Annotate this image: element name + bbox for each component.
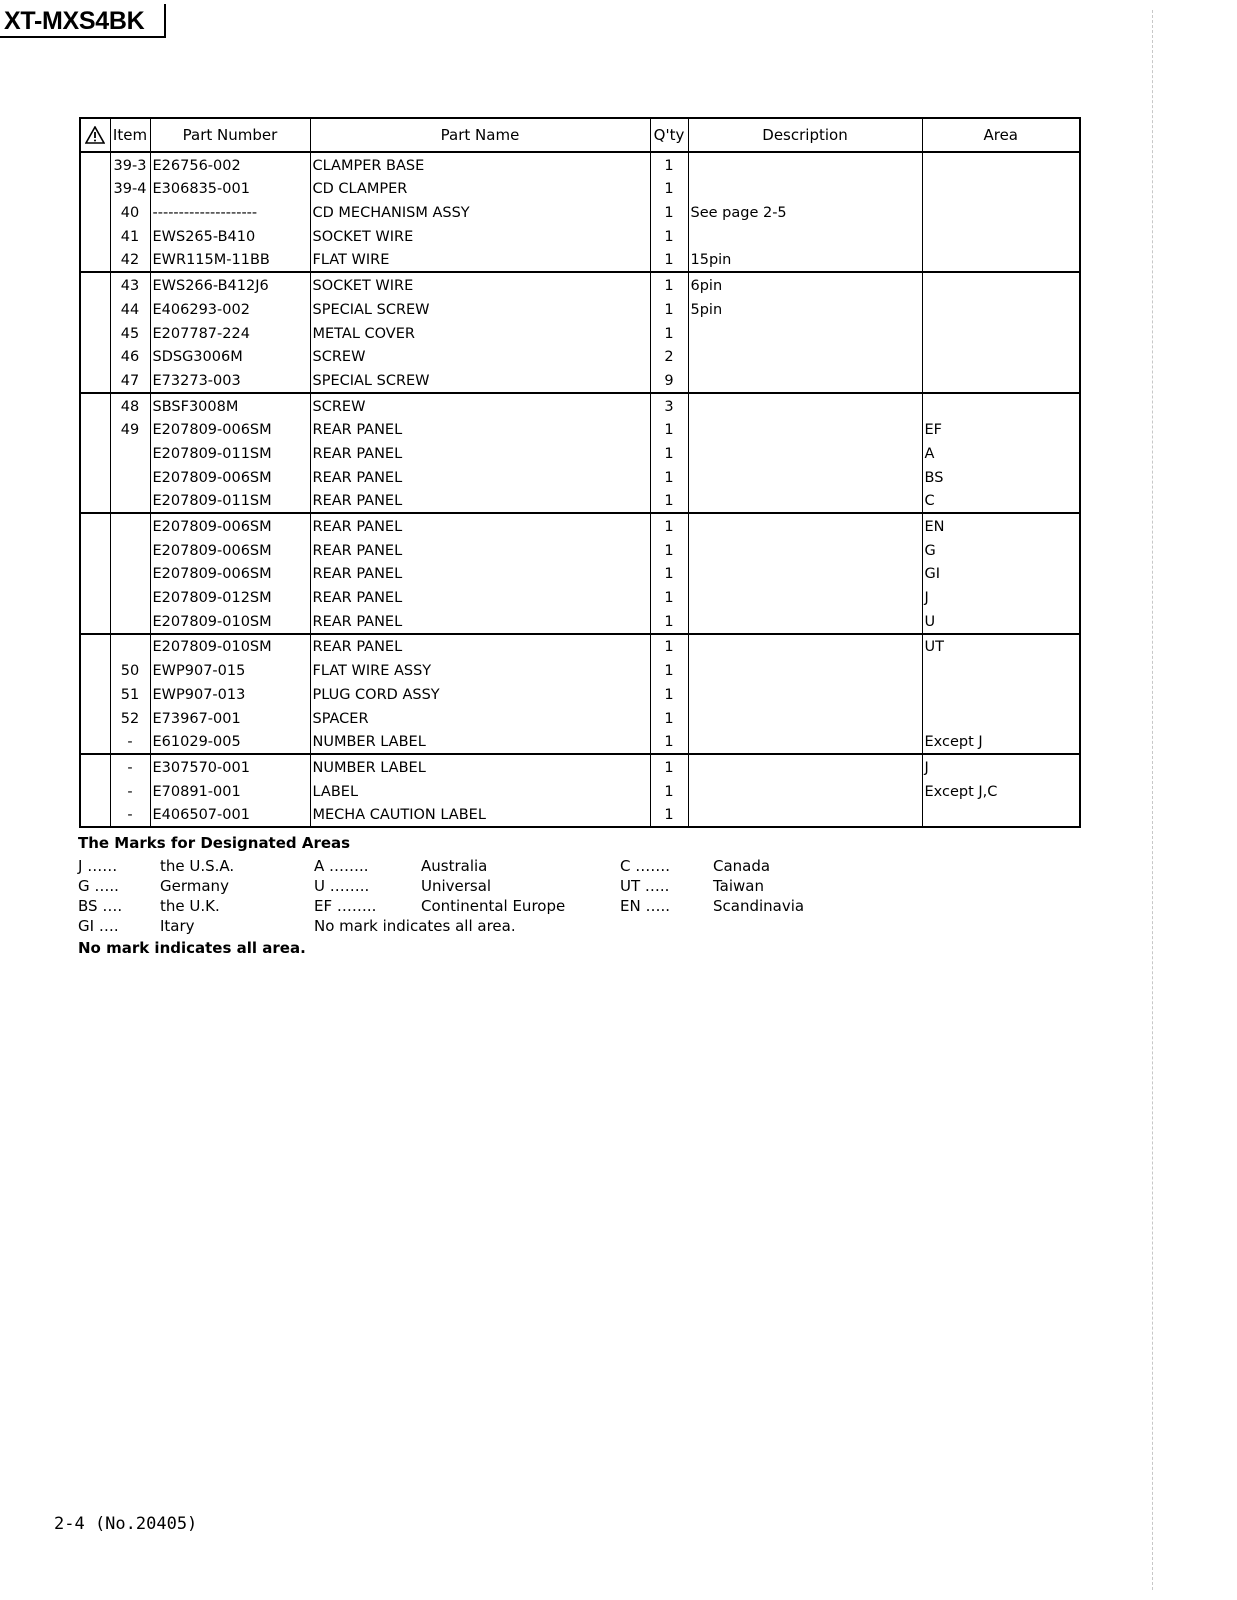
item-cell [110, 562, 150, 586]
qty-cell: 1 [650, 272, 688, 297]
qty-cell: 1 [650, 803, 688, 828]
part-number-cell: E70891-001 [150, 779, 310, 803]
part-number-cell: SBSF3008M [150, 393, 310, 418]
part-number-cell: -------------------- [150, 200, 310, 224]
area-cell: J [922, 585, 1080, 609]
warning-cell [80, 754, 110, 779]
area-mark-name: the U.S.A. [160, 857, 235, 875]
table-row [80, 418, 1080, 442]
area-cell: G [922, 538, 1080, 562]
warning-cell [80, 465, 110, 489]
part-name-column-header: Part Name [310, 118, 650, 152]
item-cell: 47 [110, 368, 150, 393]
qty-cell: 1 [650, 634, 688, 659]
warning-cell [80, 177, 110, 201]
item-cell: 39-3 [110, 152, 150, 177]
part-name-cell: SPECIAL SCREW [310, 368, 650, 393]
table-row [80, 634, 1080, 659]
table-row [80, 393, 1080, 418]
item-cell: - [110, 730, 150, 755]
warning-cell [80, 272, 110, 297]
table-row [80, 465, 1080, 489]
parts-table-body [80, 152, 1080, 827]
table-row [80, 368, 1080, 393]
description-cell [688, 177, 922, 201]
warning-cell [80, 152, 110, 177]
item-cell [110, 465, 150, 489]
part-name-cell: REAR PANEL [310, 562, 650, 586]
area-cell: J [922, 754, 1080, 779]
warning-cell [80, 345, 110, 369]
area-cell [922, 368, 1080, 393]
area-mark-code: UT ….. [620, 877, 670, 895]
part-name-cell: REAR PANEL [310, 465, 650, 489]
area-cell: Except J,C [922, 779, 1080, 803]
part-number-cell: E207787-224 [150, 321, 310, 345]
qty-cell: 1 [650, 248, 688, 273]
description-cell [688, 754, 922, 779]
item-cell [110, 513, 150, 538]
part-name-cell: REAR PANEL [310, 634, 650, 659]
part-number-cell: E73967-001 [150, 706, 310, 730]
table-row [80, 152, 1080, 177]
qty-cell: 1 [650, 321, 688, 345]
area-mark-code: BS …. [78, 897, 123, 915]
item-cell: 44 [110, 297, 150, 321]
table-row [80, 562, 1080, 586]
table-row [80, 200, 1080, 224]
warning-cell [80, 706, 110, 730]
part-number-cell: SDSG3006M [150, 345, 310, 369]
description-cell [688, 682, 922, 706]
marks-footer-note: No mark indicates all area. [78, 939, 306, 957]
page-edge-line [1152, 10, 1153, 1590]
area-mark-name: Taiwan [713, 877, 765, 895]
area-mark-code: U …….. [314, 877, 370, 895]
warning-cell [80, 248, 110, 273]
description-cell [688, 730, 922, 755]
item-cell: 46 [110, 345, 150, 369]
part-number-column-header: Part Number [150, 118, 310, 152]
qty-cell: 1 [650, 418, 688, 442]
area-cell [922, 272, 1080, 297]
area-cell [922, 658, 1080, 682]
description-cell [688, 321, 922, 345]
part-number-cell: E207809-006SM [150, 562, 310, 586]
qty-cell: 1 [650, 779, 688, 803]
part-name-cell: REAR PANEL [310, 489, 650, 514]
part-name-cell: SOCKET WIRE [310, 224, 650, 248]
marks-list [78, 856, 805, 936]
area-mark-code: G ….. [78, 877, 119, 895]
area-cell: U [922, 609, 1080, 634]
model-title: XT-MXS4BK [0, 4, 166, 38]
description-cell [688, 345, 922, 369]
description-cell [688, 562, 922, 586]
description-cell [688, 803, 922, 828]
warning-cell [80, 393, 110, 418]
part-number-cell: EWR115M-11BB [150, 248, 310, 273]
area-mark-name: Canada [713, 857, 771, 875]
table-header-row [80, 118, 1080, 152]
part-name-cell: REAR PANEL [310, 538, 650, 562]
table-row [80, 441, 1080, 465]
area-cell [922, 803, 1080, 828]
warning-cell [80, 682, 110, 706]
part-name-cell: NUMBER LABEL [310, 754, 650, 779]
area-cell: BS [922, 465, 1080, 489]
item-cell: 49 [110, 418, 150, 442]
part-number-cell: E406293-002 [150, 297, 310, 321]
description-cell [688, 634, 922, 659]
area-cell: EN [922, 513, 1080, 538]
item-cell: 41 [110, 224, 150, 248]
item-cell: 43 [110, 272, 150, 297]
part-number-cell: E207809-006SM [150, 465, 310, 489]
area-mark-code: EN ….. [620, 897, 671, 915]
table-row [80, 489, 1080, 514]
item-cell: 50 [110, 658, 150, 682]
item-column-header: Item [110, 118, 150, 152]
warning-triangle-icon [85, 126, 105, 144]
table-row [80, 297, 1080, 321]
area-mark-code: No mark indicates all area. [314, 917, 516, 935]
qty-cell: 1 [650, 538, 688, 562]
part-name-cell: LABEL [310, 779, 650, 803]
table-row [80, 585, 1080, 609]
qty-cell: 1 [650, 224, 688, 248]
part-name-cell: SCREW [310, 345, 650, 369]
qty-cell: 1 [650, 562, 688, 586]
description-cell [688, 513, 922, 538]
part-number-cell: E73273-003 [150, 368, 310, 393]
part-name-cell: NUMBER LABEL [310, 730, 650, 755]
table-row [80, 224, 1080, 248]
part-name-cell: CLAMPER BASE [310, 152, 650, 177]
item-cell: 48 [110, 393, 150, 418]
warning-cell [80, 441, 110, 465]
area-mark-name: Continental Europe [421, 897, 566, 915]
table-row [80, 658, 1080, 682]
table-row [80, 803, 1080, 828]
area-cell [922, 224, 1080, 248]
description-cell: 15pin [688, 248, 922, 273]
qty-column-header: Q'ty [650, 118, 688, 152]
area-mark-code: C ……. [620, 857, 671, 875]
description-cell [688, 585, 922, 609]
description-cell [688, 224, 922, 248]
part-name-cell: REAR PANEL [310, 585, 650, 609]
marks-row [78, 876, 765, 896]
item-cell [110, 538, 150, 562]
warning-cell [80, 513, 110, 538]
qty-cell: 1 [650, 441, 688, 465]
warning-cell [80, 418, 110, 442]
description-column-header: Description [688, 118, 922, 152]
item-cell [110, 609, 150, 634]
item-cell: 40 [110, 200, 150, 224]
description-cell [688, 706, 922, 730]
part-name-cell: CD CLAMPER [310, 177, 650, 201]
part-number-cell: E207809-010SM [150, 609, 310, 634]
area-mark-name: the U.K. [160, 897, 220, 915]
area-mark-name: Australia [421, 857, 488, 875]
area-mark-name: Scandinavia [713, 897, 805, 915]
part-number-cell: E207809-010SM [150, 634, 310, 659]
part-number-cell: EWP907-015 [150, 658, 310, 682]
area-cell: A [922, 441, 1080, 465]
part-name-cell: SPACER [310, 706, 650, 730]
area-cell [922, 321, 1080, 345]
qty-cell: 9 [650, 368, 688, 393]
table-row [80, 272, 1080, 297]
area-cell: GI [922, 562, 1080, 586]
part-number-cell: EWS266-B412J6 [150, 272, 310, 297]
part-name-cell: SOCKET WIRE [310, 272, 650, 297]
part-name-cell: FLAT WIRE ASSY [310, 658, 650, 682]
warning-cell [80, 658, 110, 682]
page-number: 2-4 (No.20405) [54, 1514, 198, 1534]
area-cell [922, 248, 1080, 273]
qty-cell: 1 [650, 152, 688, 177]
qty-cell: 1 [650, 754, 688, 779]
description-cell [688, 609, 922, 634]
description-cell: See page 2-5 [688, 200, 922, 224]
part-number-cell: EWP907-013 [150, 682, 310, 706]
warning-cell [80, 489, 110, 514]
area-cell [922, 152, 1080, 177]
description-cell [688, 658, 922, 682]
qty-cell: 1 [650, 297, 688, 321]
part-number-cell: E207809-012SM [150, 585, 310, 609]
part-number-cell: E207809-011SM [150, 489, 310, 514]
part-number-cell: E26756-002 [150, 152, 310, 177]
table-row [80, 248, 1080, 273]
part-name-cell: REAR PANEL [310, 609, 650, 634]
qty-cell: 1 [650, 585, 688, 609]
description-cell: 6pin [688, 272, 922, 297]
part-number-cell: E307570-001 [150, 754, 310, 779]
qty-cell: 1 [650, 200, 688, 224]
marks-title: The Marks for Designated Areas [78, 834, 351, 852]
qty-cell: 1 [650, 658, 688, 682]
qty-cell: 3 [650, 393, 688, 418]
warning-cell [80, 585, 110, 609]
part-number-cell: E207809-006SM [150, 418, 310, 442]
designated-area-marks [78, 830, 805, 960]
warning-cell [80, 538, 110, 562]
qty-cell: 1 [650, 489, 688, 514]
area-cell: UT [922, 634, 1080, 659]
qty-cell: 1 [650, 609, 688, 634]
part-number-cell: E207809-006SM [150, 513, 310, 538]
area-cell [922, 177, 1080, 201]
description-cell [688, 441, 922, 465]
qty-cell: 1 [650, 513, 688, 538]
table-row [80, 706, 1080, 730]
part-number-cell: EWS265-B410 [150, 224, 310, 248]
part-number-cell: E207809-006SM [150, 538, 310, 562]
marks-row [78, 856, 771, 876]
warning-cell [80, 634, 110, 659]
table-row [80, 754, 1080, 779]
part-name-cell: REAR PANEL [310, 418, 650, 442]
part-name-cell: CD MECHANISM ASSY [310, 200, 650, 224]
area-mark-name: Itary [160, 917, 195, 935]
part-name-cell: REAR PANEL [310, 441, 650, 465]
item-cell: - [110, 754, 150, 779]
area-mark-code: GI …. [78, 917, 119, 935]
warning-cell [80, 200, 110, 224]
part-name-cell: MECHA CAUTION LABEL [310, 803, 650, 828]
item-cell: 45 [110, 321, 150, 345]
item-cell: - [110, 803, 150, 828]
table-row [80, 177, 1080, 201]
item-cell [110, 489, 150, 514]
description-cell [688, 418, 922, 442]
area-cell: Except J [922, 730, 1080, 755]
warning-cell [80, 297, 110, 321]
part-number-cell: E207809-011SM [150, 441, 310, 465]
description-cell [688, 152, 922, 177]
part-name-cell: SPECIAL SCREW [310, 297, 650, 321]
table-row [80, 538, 1080, 562]
table-row [80, 321, 1080, 345]
part-name-cell: METAL COVER [310, 321, 650, 345]
area-mark-code: A …….. [314, 857, 369, 875]
area-column-header: Area [922, 118, 1080, 152]
description-cell [688, 779, 922, 803]
qty-cell: 1 [650, 706, 688, 730]
item-cell: 52 [110, 706, 150, 730]
description-cell [688, 368, 922, 393]
item-cell: 42 [110, 248, 150, 273]
table-row [80, 513, 1080, 538]
warning-cell [80, 779, 110, 803]
table-row [80, 730, 1080, 755]
qty-cell: 2 [650, 345, 688, 369]
table-row [80, 779, 1080, 803]
item-cell [110, 634, 150, 659]
area-cell [922, 706, 1080, 730]
warning-cell [80, 224, 110, 248]
description-cell [688, 538, 922, 562]
warning-cell [80, 321, 110, 345]
description-cell [688, 489, 922, 514]
item-cell [110, 585, 150, 609]
warning-cell [80, 562, 110, 586]
area-cell [922, 345, 1080, 369]
area-cell [922, 393, 1080, 418]
table-row [80, 345, 1080, 369]
area-mark-code: J …… [78, 857, 118, 875]
part-number-cell: E406507-001 [150, 803, 310, 828]
marks-row [78, 896, 805, 916]
part-name-cell: FLAT WIRE [310, 248, 650, 273]
area-mark-name: Germany [160, 877, 229, 895]
part-number-cell: E306835-001 [150, 177, 310, 201]
area-cell [922, 297, 1080, 321]
warning-cell [80, 368, 110, 393]
qty-cell: 1 [650, 465, 688, 489]
parts-list-table [79, 117, 1081, 828]
marks-row [78, 916, 516, 936]
item-cell: 39-4 [110, 177, 150, 201]
part-number-cell: E61029-005 [150, 730, 310, 755]
item-cell: - [110, 779, 150, 803]
table-row [80, 682, 1080, 706]
area-cell: EF [922, 418, 1080, 442]
part-name-cell: REAR PANEL [310, 513, 650, 538]
item-cell: 51 [110, 682, 150, 706]
warning-column-header [80, 118, 110, 152]
item-cell [110, 441, 150, 465]
warning-cell [80, 803, 110, 828]
part-name-cell: PLUG CORD ASSY [310, 682, 650, 706]
warning-cell [80, 730, 110, 755]
area-cell [922, 682, 1080, 706]
description-cell: 5pin [688, 297, 922, 321]
area-mark-name: Universal [421, 877, 492, 895]
qty-cell: 1 [650, 730, 688, 755]
area-mark-code: EF …….. [314, 897, 377, 915]
area-cell [922, 200, 1080, 224]
description-cell [688, 393, 922, 418]
description-cell [688, 465, 922, 489]
part-name-cell: SCREW [310, 393, 650, 418]
area-cell: C [922, 489, 1080, 514]
qty-cell: 1 [650, 177, 688, 201]
warning-cell [80, 609, 110, 634]
table-row [80, 609, 1080, 634]
qty-cell: 1 [650, 682, 688, 706]
